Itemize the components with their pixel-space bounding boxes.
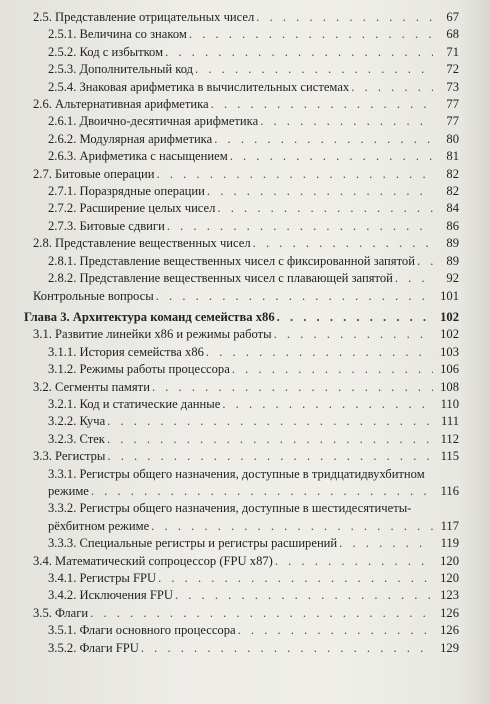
table-of-contents <box>24 9 459 657</box>
toc-page-number: 67 <box>446 10 459 24</box>
dot-leader <box>175 587 433 604</box>
toc-page-number: 115 <box>440 449 459 464</box>
toc-entry[interactable] <box>24 183 459 200</box>
toc-entry-title: 2.5.4. Знаковая арифметика в вычислительных системах <box>48 79 350 94</box>
dot-leader <box>157 166 433 183</box>
toc-entry[interactable] <box>24 79 459 96</box>
toc-entry[interactable] <box>24 96 459 113</box>
toc-entry-wrapped-line2[interactable] <box>24 518 459 535</box>
dot-leader <box>260 113 433 130</box>
dot-leader <box>417 253 433 270</box>
dot-leader <box>222 396 433 413</box>
toc-entry[interactable] <box>24 379 459 396</box>
toc-page-number: 102 <box>440 309 459 324</box>
toc-page-number: 101 <box>440 288 459 303</box>
dot-leader <box>277 309 433 326</box>
dot-leader <box>351 79 433 96</box>
dot-leader <box>152 379 433 396</box>
toc-page-number: 89 <box>446 253 459 268</box>
toc-entry[interactable] <box>24 535 459 552</box>
toc-entry-title: 3.2.1. Код и статические данные <box>48 396 221 411</box>
toc-entry-title-continued: режиме <box>48 483 89 498</box>
toc-chapter-entry[interactable] <box>24 309 459 326</box>
toc-page-number: 82 <box>446 166 459 181</box>
dot-leader <box>230 148 433 165</box>
toc-page-number: 102 <box>440 327 459 342</box>
toc-page-number: 129 <box>440 640 459 655</box>
dot-leader <box>207 183 433 200</box>
toc-entry-title: 2.7.2. Расширение целых чисел <box>48 201 216 216</box>
toc-entry-title: 2.6.2. Модулярная арифметика <box>48 131 213 146</box>
dot-leader <box>158 570 433 587</box>
toc-entry-title: 2.5.2. Код с избытком <box>48 44 164 59</box>
toc-entry-title: 3.1.2. Режимы работы процессора <box>48 362 230 377</box>
toc-entry-title: 2.7. Битовые операции <box>33 166 155 181</box>
toc-entry-title: 3.5.2. Флаги FPU <box>48 640 139 655</box>
dot-leader <box>91 483 433 500</box>
toc-entry-wrapped-line1[interactable] <box>24 466 459 483</box>
toc-entry-title: 2.8.2. Представление вещественных чисел с плавающей запятой <box>48 271 393 286</box>
dot-leader <box>395 270 433 287</box>
toc-page-number: 86 <box>446 218 459 233</box>
toc-entry[interactable] <box>24 413 459 430</box>
toc-entry-title: 3.5. Флаги <box>33 605 89 620</box>
toc-entry-title: 3.5.1. Флаги основного процессора <box>48 623 236 638</box>
toc-entry-wrapped-line1[interactable] <box>24 500 459 517</box>
toc-entry[interactable] <box>24 587 459 604</box>
toc-page-number: 120 <box>440 553 459 568</box>
toc-entry[interactable] <box>24 431 459 448</box>
toc-page-number: 120 <box>440 571 459 585</box>
toc-page-number: 110 <box>440 396 459 411</box>
dot-leader <box>165 44 433 61</box>
toc-entry-title: 3.1. Развитие линейки x86 и режимы работы <box>33 327 272 342</box>
dot-leader <box>339 535 433 552</box>
toc-entry[interactable] <box>24 44 459 61</box>
toc-page-number: 126 <box>440 605 459 620</box>
toc-entry-title: 3.3.3. Специальные регистры и регистры расширений <box>48 536 338 551</box>
toc-entry[interactable] <box>24 166 459 183</box>
toc-entry[interactable] <box>24 640 459 657</box>
toc-entry-title: 2.7.1. Поразрядные операции <box>48 184 205 199</box>
dot-leader <box>275 553 433 570</box>
dot-leader <box>151 518 433 535</box>
toc-page-number: 103 <box>440 344 459 359</box>
toc-entry[interactable] <box>24 605 459 622</box>
toc-entry[interactable] <box>24 622 459 639</box>
toc-page-number: 84 <box>446 201 459 216</box>
toc-entry-title: 3.3.1. Регистры общего назначения, доступные в тридцатидвухбитном <box>48 466 425 481</box>
page-edge-shadow <box>459 0 489 704</box>
dot-leader <box>214 131 433 148</box>
toc-entry-title: 3.2.2. Куча <box>48 414 106 429</box>
toc-page-number: 89 <box>446 236 459 251</box>
toc-page-number: 108 <box>440 379 459 394</box>
toc-page-number: 80 <box>446 131 459 146</box>
toc-entry[interactable] <box>24 396 459 413</box>
toc-entry-wrapped-line2[interactable] <box>24 483 459 500</box>
toc-page-number: 112 <box>440 431 459 446</box>
toc-entry[interactable] <box>24 235 459 252</box>
toc-page-number: 117 <box>440 518 459 533</box>
toc-entry-title: 2.8.1. Представление вещественных чисел с фиксированной запятой <box>48 253 415 268</box>
dot-leader <box>107 448 433 465</box>
toc-page-number: 119 <box>440 536 459 551</box>
toc-entry-title: 3.2.3. Стек <box>48 431 105 446</box>
toc-entry-title: 2.5. Представление отрицательных чисел <box>33 10 255 24</box>
toc-entry-title: 2.6. Альтернативная арифметика <box>33 97 209 112</box>
toc-entry[interactable] <box>24 570 459 587</box>
toc-page-number: 68 <box>446 27 459 42</box>
toc-entry[interactable] <box>24 113 459 130</box>
toc-page-number: 111 <box>441 414 459 429</box>
toc-entry[interactable] <box>24 200 459 217</box>
toc-entry-title: 3.4. Математический сопроцессор (FPU x87) <box>33 553 273 568</box>
toc-entry-title-continued: рёхбитном режиме <box>48 518 150 533</box>
dot-leader <box>107 413 433 430</box>
dot-leader <box>167 218 433 235</box>
toc-page-number: 126 <box>440 623 459 638</box>
toc-entry[interactable] <box>24 270 459 287</box>
toc-entry[interactable] <box>24 553 459 570</box>
toc-entry-title: 2.8. Представление вещественных чисел <box>33 236 251 251</box>
dot-leader <box>206 344 433 361</box>
toc-entry-title: 2.5.1. Величина со знаком <box>48 27 187 42</box>
dot-leader <box>256 9 433 26</box>
toc-page-number: 123 <box>440 588 459 603</box>
toc-page-number: 116 <box>440 483 459 498</box>
toc-entry[interactable] <box>24 218 459 235</box>
dot-leader <box>238 622 433 639</box>
toc-entry-title: 3.3.2. Регистры общего назначения, доступные в шестидесятичеты- <box>48 501 412 516</box>
toc-entry-title: 3.4.1. Регистры FPU <box>48 571 157 585</box>
toc-entry[interactable] <box>24 253 459 270</box>
toc-entry-title: 2.5.3. Дополнительный код <box>48 62 194 77</box>
dot-leader <box>253 235 433 252</box>
toc-entry[interactable] <box>24 148 459 165</box>
dot-leader <box>211 96 433 113</box>
dot-leader <box>232 361 433 378</box>
toc-entry-title: 3.3. Регистры <box>33 449 106 464</box>
toc-entry[interactable] <box>24 326 459 343</box>
toc-page-number: 77 <box>446 97 459 112</box>
toc-page-number: 71 <box>446 44 459 59</box>
dot-leader <box>156 288 433 305</box>
toc-entry[interactable] <box>24 448 459 465</box>
toc-entry-title: Контрольные вопросы <box>33 288 154 303</box>
dot-leader <box>195 61 433 78</box>
toc-entry[interactable] <box>24 131 459 148</box>
toc-entry[interactable] <box>24 344 459 361</box>
toc-entry-title: 3.1.1. История семейства x86 <box>48 344 204 359</box>
dot-leader <box>107 431 433 448</box>
toc-entry[interactable] <box>24 26 459 43</box>
toc-entry[interactable] <box>24 9 459 26</box>
dot-leader <box>90 605 433 622</box>
toc-page-number: 106 <box>440 362 459 377</box>
toc-entry-title: 2.6.1. Двоично-десятичная арифметика <box>48 114 259 129</box>
toc-entry-title: 3.4.2. Исключения FPU <box>48 588 173 603</box>
toc-entry-title: 3.2. Сегменты памяти <box>33 379 150 394</box>
toc-page-number: 72 <box>446 62 459 77</box>
toc-entry[interactable] <box>24 61 459 78</box>
chapter-title: Глава 3. Архитектура команд семейства x86 <box>24 309 275 324</box>
dot-leader <box>274 326 433 343</box>
toc-page-number: 82 <box>446 184 459 199</box>
toc-page-number: 81 <box>446 149 459 164</box>
dot-leader <box>217 200 433 217</box>
toc-page-number: 73 <box>446 79 459 94</box>
toc-entry-title: 2.6.3. Арифметика с насыщением <box>48 149 228 164</box>
toc-entry[interactable] <box>24 361 459 378</box>
dot-leader <box>189 26 433 43</box>
toc-page-number: 77 <box>446 114 459 129</box>
dot-leader <box>141 640 433 657</box>
toc-entry-title: 2.7.3. Битовые сдвиги <box>48 218 165 233</box>
toc-page-number: 92 <box>446 271 459 286</box>
toc-entry[interactable] <box>24 288 459 305</box>
